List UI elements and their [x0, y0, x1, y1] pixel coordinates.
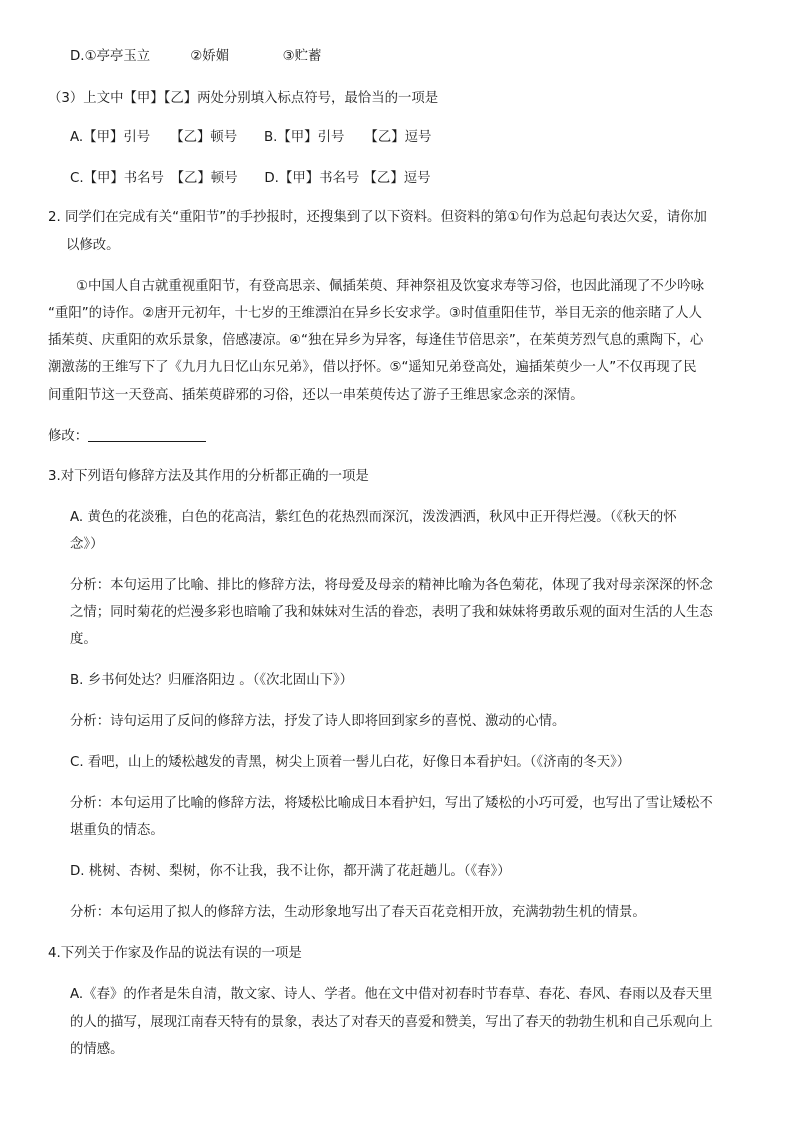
q3-option-c-analysis-line1: 分析：本句运用了比喻的修辞方法，将矮松比喻成日本看护妇，写出了矮松的小巧可爱，也写出了雪让矮松不 [70, 796, 713, 811]
q3-option-d-analysis: 分析：本句运用了拟人的修辞方法，生动形象地写出了春天百花竞相开放，充满勃勃生机的情景。 [70, 905, 646, 920]
q3-stem: 3.对下列语句修辞方法及其作用的分析都正确的一项是 [48, 469, 369, 484]
q1-part3-stem: （3）上文中【甲】【乙】两处分别填入标点符号，最恰当的一项是 [48, 91, 439, 106]
answer-blank[interactable] [88, 427, 206, 442]
q4-option-a-line2: 的人的描写，展现江南春天特有的景象，表达了对春天的喜爱和赞美，写出了春天的勃勃生机和自己乐观向上 [70, 1015, 713, 1030]
q3-option-c: C. 看吧，山上的矮松越发的青黑，树尖上顶着一髻儿白花，好像日本看护妇。（《济南的冬天》） [70, 755, 631, 770]
q3-option-a-line1: A. 黄色的花淡雅，白色的花高洁，紫红色的花热烈而深沉，泼泼洒洒，秋风中正开得烂漫。（《秋天的怀 [70, 510, 677, 525]
q2-passage-line: “重阳”的诗作。②唐开元初年，十七岁的王维漂泊在异乡长安求学。③时值重阳佳节，举目无亲的他亲睹了人人 [48, 306, 702, 321]
q4-option-a-line3: 的情感。 [70, 1042, 124, 1057]
q3-option-a-line2: 念》） [70, 537, 104, 552]
q3-option-a-analysis-line3: 度。 [70, 632, 97, 647]
q2-stem-line2: 以修改。 [66, 238, 120, 253]
q3-option-a-analysis-line2: 之情；同时菊花的烂漫多彩也暗喻了我和妹妹对生活的眷恋，表明了我和妹妹将勇敢乐观的面对生活的人生态 [70, 605, 713, 620]
q1-part3-options-ab: A.【甲】引号 【乙】顿号 B.【甲】引号 【乙】逗号 [70, 130, 432, 145]
q3-option-c-analysis-line2: 堪重负的情态。 [70, 823, 164, 838]
q3-option-a-analysis-line1: 分析：本句运用了比喻、排比的修辞方法，将母爱及母亲的精神比喻为各色菊花，体现了我对母亲深深的怀念 [70, 578, 713, 593]
q2-passage-line: 插茱萸、庆重阳的欢乐景象，倍感凄凉。④“独在异乡为异客，每逢佳节倍思亲”，在茱萸芳烈气息的熏陶下，心 [48, 333, 704, 348]
q2-passage-line: 潮激荡的王维写下了《九月九日忆山东兄弟》，借以抒怀。⑤“遥知兄弟登高处，遍插茱萸少一人”不仅再现了民 [48, 360, 697, 375]
q4-stem: 4.下列关于作家及作品的说法有误的一项是 [48, 946, 302, 961]
q3-option-b-analysis: 分析：诗句运用了反问的修辞方法，抒发了诗人即将回到家乡的喜悦、激动的心情。 [70, 714, 566, 729]
q2-stem-line1: 2. 同学们在完成有关“重阳节”的手抄报时，还搜集到了以下资料。但资料的第①句作为总起句表达欠妥，请你加 [48, 210, 707, 225]
q3-option-b: B. 乡书何处达？归雁洛阳边 。（《次北固山下》） [70, 673, 354, 688]
q1-option-d: D.①亭亭玉立 ②娇媚 ③贮蓄 [70, 49, 322, 64]
q3-option-d: D. 桃树、杏树、梨树，你不让我，我不让你，都开满了花赶趟儿。（《春》） [70, 864, 511, 879]
q2-passage-line: 间重阳节这一天登高、插茱萸辟邪的习俗，还以一串茱萸传达了游子王维思家念亲的深情。 [48, 388, 584, 403]
q4-option-a-line1: A.《春》的作者是朱自清，散文家、诗人、学者。他在文中借对初春时节春草、春花、春风、春雨以及春天里 [70, 987, 713, 1002]
q1-part3-options-cd: C.【甲】书名号 【乙】顿号 D.【甲】书名号 【乙】逗号 [70, 171, 431, 186]
q2-revise-row [48, 427, 206, 447]
q2-revise-label: 修改： [48, 429, 89, 444]
q2-passage-line: ①中国人自古就重视重阳节，有登高思亲、佩插茱萸、拜神祭祖及饮宴求寿等习俗，也因此涌现了不少吟咏 [76, 279, 704, 294]
